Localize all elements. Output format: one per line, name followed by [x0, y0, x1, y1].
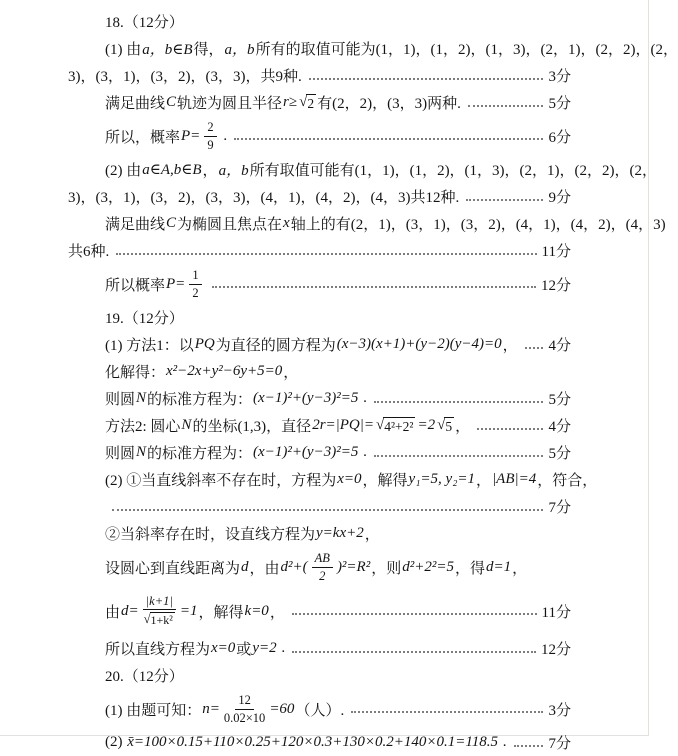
dot-leader	[374, 455, 544, 457]
text-run: （人）.	[295, 702, 345, 719]
score-label: 5分	[548, 446, 571, 462]
score-label: 4分	[548, 338, 571, 354]
text-run: 满足曲线	[105, 96, 166, 112]
dot-leader	[525, 347, 544, 349]
q18-p2-l3	[68, 210, 666, 237]
dot-leader	[116, 253, 536, 255]
text-run: 由	[105, 604, 121, 621]
radical-sign: √	[299, 94, 308, 111]
q18-p1-l4	[68, 116, 571, 156]
text-run: 所以直线方程为	[105, 642, 211, 658]
score-label: 5分	[548, 96, 571, 112]
score-label: 5分	[548, 392, 571, 408]
q19-p2-l3	[68, 520, 571, 547]
math-run: a，b∈B	[142, 42, 193, 58]
q19-title	[68, 304, 571, 331]
math-run: d	[241, 558, 249, 575]
text-run: 共6种.	[68, 244, 110, 260]
dot-leader	[374, 401, 544, 403]
dot-leader	[292, 613, 537, 615]
radicand: 1+k²	[150, 613, 173, 628]
math-run: y=kx+2	[316, 525, 364, 541]
text-run: (2)	[105, 734, 127, 750]
text-run: 的标准方程为：	[147, 446, 253, 462]
fraction	[143, 594, 176, 628]
math-run: d=1	[486, 558, 512, 575]
fraction-numerator: AB	[312, 551, 333, 567]
math-run: r≥	[283, 94, 298, 110]
fraction-denominator: 9	[207, 137, 214, 152]
score-label: 4分	[548, 419, 571, 435]
math-run: C	[166, 94, 177, 110]
math-run: =2	[417, 417, 436, 433]
text-run: .	[219, 127, 228, 144]
score-label: 6分	[548, 129, 571, 146]
q20-title	[68, 662, 571, 689]
radicand: 5	[445, 419, 453, 435]
fraction-denominator	[143, 610, 176, 628]
dot-leader	[292, 651, 536, 653]
text-run: 或	[236, 642, 252, 658]
text-run: (1) 方法1：以	[105, 338, 194, 354]
text-run: 19.（12分）	[105, 311, 184, 327]
q19-p2-l5	[68, 587, 571, 635]
fraction	[224, 693, 265, 725]
math-run: d²+(	[280, 558, 308, 575]
radicand: 2	[307, 96, 315, 112]
radical-sign: √	[437, 417, 446, 434]
text-run: 的坐标(1,3)，直径	[192, 419, 312, 435]
math-run: N	[136, 444, 147, 460]
text-run: 得，	[193, 42, 224, 58]
dot-leader	[234, 138, 543, 140]
text-run: ，	[364, 527, 380, 543]
radical-sign: √	[143, 612, 151, 627]
text-run: 所有的取值可能为(1，1)，(1，2)，(1，3)，(2，1)，(2，2)，(2，	[255, 42, 678, 58]
math-run: a，b	[218, 163, 249, 179]
math-run: =1	[179, 602, 198, 619]
dot-leader	[477, 428, 543, 430]
fraction-denominator: 2	[319, 568, 326, 583]
text-run: ，	[455, 419, 471, 435]
text-run: 18.（12分）	[105, 15, 184, 31]
score-label: 3分	[548, 702, 571, 719]
fraction-numerator: 1	[189, 268, 201, 284]
fraction-denominator: 0.02×10	[223, 710, 266, 725]
math-run: (x−3)(x+1)+(y−2)(y−4)=0	[336, 336, 502, 352]
math-run: x	[283, 215, 290, 231]
dot-leader	[212, 286, 536, 288]
math-run: n=	[202, 700, 220, 717]
text-run: 满足曲线	[105, 217, 166, 233]
math-run: =60	[269, 700, 295, 717]
text-run: 3)，(3，1)，(3，2)，(3，3)，(4，1)，(4，2)，(4，3)共12种.	[68, 190, 460, 206]
text-run: ，解得	[362, 473, 408, 489]
text-run: ，	[283, 365, 299, 381]
text-run: ，解得	[198, 604, 244, 621]
math-run: y₁=5, y₂=1	[408, 471, 476, 487]
radicand: 4²+2²	[384, 419, 414, 435]
q19-p2-l4	[68, 547, 571, 587]
q19-p1-l3	[68, 385, 571, 412]
score-label: 12分	[540, 277, 571, 294]
sqrt-radical	[144, 611, 175, 628]
text-run: .	[359, 444, 367, 460]
text-run: ，符合，	[537, 473, 598, 489]
score-label: 9分	[548, 190, 571, 206]
math-run: )²=R²	[336, 558, 371, 575]
math-run: C	[166, 215, 177, 231]
dot-leader	[468, 105, 544, 107]
dot-leader	[466, 199, 543, 201]
score-label: 3分	[548, 69, 571, 85]
q18-p2-l4	[68, 237, 571, 264]
text-run: (1) 由题可知：	[105, 702, 202, 719]
math-run: N	[136, 390, 147, 406]
dot-leader	[514, 745, 544, 747]
text-run: 的标准方程为：	[147, 392, 253, 408]
dot-leader	[112, 509, 543, 511]
sqrt-radical	[437, 416, 454, 435]
text-run: 所以概率	[105, 277, 166, 294]
math-run: P=	[181, 127, 201, 144]
text-run: 则圆	[105, 446, 136, 462]
q20-p2-l1	[68, 729, 571, 756]
text-run: 方法2: 圆心	[105, 419, 181, 435]
score-label: 12分	[540, 642, 571, 658]
text-run: 3)，(3，1)，(3，2)，(3，3)，共9种.	[68, 69, 302, 85]
math-run: PQ	[194, 336, 215, 352]
text-run: 为椭圆且焦点在	[177, 217, 283, 233]
q19-p1-l5	[68, 439, 571, 466]
fraction	[189, 268, 201, 300]
q19-p2-l2	[68, 493, 571, 520]
math-run: a，b	[224, 42, 255, 58]
text-run: (2) ①当直线斜率不存在时，方程为	[105, 473, 337, 489]
fraction	[204, 120, 216, 152]
math-run: a∈A,b∈B	[142, 162, 202, 178]
q19-p2-l6	[68, 635, 571, 662]
fraction	[312, 551, 333, 583]
text-run: 化解得：	[105, 365, 166, 381]
q19-p1-l4	[68, 412, 571, 439]
text-run: ，	[502, 338, 518, 354]
q18-p2-l1	[68, 156, 658, 183]
math-run: k=0	[244, 602, 269, 619]
text-run: 有(2，2)，(3，3)两种.	[317, 96, 461, 112]
q18-p1-l3	[68, 89, 571, 116]
q20-p1-l1	[68, 689, 571, 729]
text-run: ②当斜率存在时，设直线方程为	[105, 527, 316, 543]
sqrt-radical	[376, 416, 415, 435]
text-run: .	[499, 734, 507, 750]
math-run: x̄=100×0.15+110×0.25+120×0.3+130×0.2+140×0.1=118.5	[127, 734, 499, 750]
text-run: ，	[202, 163, 218, 179]
text-run: ，则	[371, 560, 402, 577]
text-run: .	[359, 390, 367, 406]
math-run: (x−1)²+(y−3)²=5	[253, 444, 359, 460]
math-run: N	[181, 417, 192, 433]
math-run: x=0	[337, 471, 362, 487]
text-run: .	[277, 640, 286, 656]
math-run: (x−1)²+(y−3)²=5	[253, 390, 359, 406]
sqrt-radical	[299, 93, 316, 112]
score-label: 11分	[541, 244, 571, 260]
fraction-numerator: |k+1|	[143, 594, 176, 610]
q18-title	[68, 8, 571, 35]
math-run: d²+2²=5	[402, 558, 454, 575]
text-run: (1) 由	[105, 42, 142, 58]
text-run: 设圆心到直线距离为	[105, 560, 241, 577]
text-run: 轴上的有(2，1)，(3，1)，(3，2)，(4，1)，(4，2)，(4，3)	[290, 217, 666, 233]
q19-p2-l1	[68, 466, 598, 493]
q19-p1-l2	[68, 358, 571, 385]
radical-sign: √	[376, 417, 385, 434]
math-run: x=0	[211, 640, 236, 656]
score-label: 7分	[548, 736, 571, 752]
math-run: y=2	[252, 640, 277, 656]
score-label: 11分	[541, 604, 571, 621]
text-run: ，	[476, 473, 492, 489]
text-run: 为直径的圆方程为	[215, 338, 336, 354]
text-run: 所以，概率	[105, 129, 181, 146]
q18-p2-l5	[68, 264, 571, 304]
math-run: d=	[121, 602, 139, 619]
fraction-numerator: 2	[204, 120, 216, 136]
dot-leader	[309, 78, 544, 80]
text-run: ，得	[454, 560, 485, 577]
math-run: x²−2x+y²−6y+5=0	[166, 363, 283, 379]
text-run: (2) 由	[105, 163, 142, 179]
fraction-numerator: 12	[235, 693, 254, 709]
text-run: ，	[512, 560, 528, 577]
text-run: 则圆	[105, 392, 136, 408]
q19-p1-l1	[68, 331, 571, 358]
math-run: P=	[166, 275, 186, 292]
q18-p2-l2	[68, 183, 571, 210]
fraction-denominator: 2	[192, 285, 199, 300]
score-label: 7分	[548, 500, 571, 516]
q18-p1-l1	[68, 35, 678, 62]
dot-leader	[351, 711, 543, 713]
text-run: 所有取值可能有(1，1)，(1，2)，(1，3)，(2，1)，(2，2)，(2，	[249, 163, 658, 179]
text-run: ，	[269, 604, 285, 621]
math-run: 2r=|PQ|=	[312, 417, 375, 433]
math-run: |AB|=4	[492, 471, 537, 487]
text-run: ，由	[249, 560, 280, 577]
text-run: 轨迹为圆且半径	[177, 96, 283, 112]
text-run: 20.（12分）	[105, 669, 184, 685]
q18-p1-l2	[68, 62, 571, 89]
